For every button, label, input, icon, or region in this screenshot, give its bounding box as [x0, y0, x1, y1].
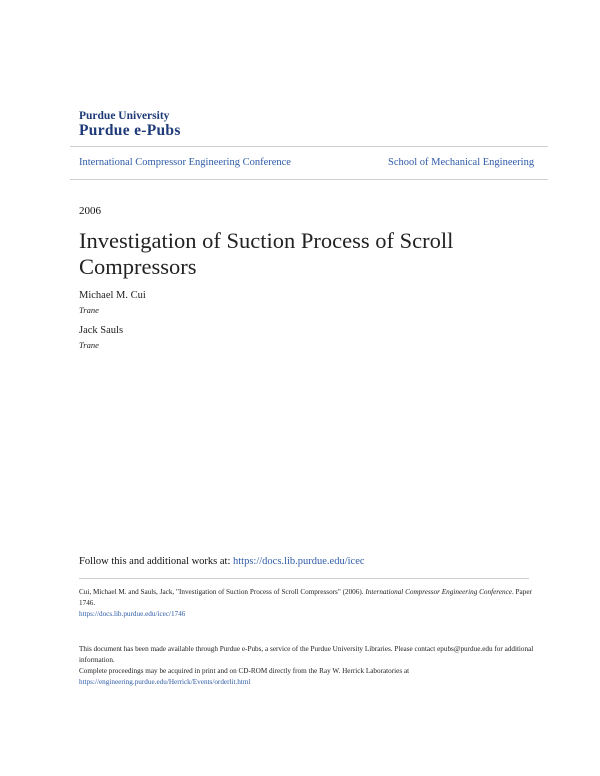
follow-line — [79, 556, 365, 567]
school-link[interactable]: School of Mechanical Engineering — [388, 157, 535, 168]
proceedings-link[interactable]: https://engineering.purdue.edu/Herrick/Events/orderlit.html — [79, 678, 251, 686]
conference-link[interactable]: International Compressor Engineering Conference — [79, 157, 291, 168]
follow-link[interactable]: https://docs.lib.purdue.edu/icec — [233, 556, 365, 567]
author-affiliation: Trane — [79, 305, 99, 315]
proceedings-notice — [79, 666, 534, 688]
availability-notice: This document has been made available through Purdue e-Pubs, a service of the Purdue University Libraries. Please contact epubs@purdue.edu for additional information. — [79, 645, 534, 664]
publication-year: 2006 — [79, 205, 101, 217]
citation-venue: International Compressor Engineering Conference — [365, 588, 512, 596]
proceedings-text: Complete proceedings may be acquired in print and on CD-ROM directly from the Ray W. Herrick Laboratories at — [79, 667, 410, 675]
repository-name[interactable]: Purdue e-Pubs — [79, 122, 181, 139]
citation-link[interactable]: https://docs.lib.purdue.edu/icec/1746 — [79, 610, 186, 618]
notice-block — [79, 644, 534, 688]
header-divider-top — [70, 146, 548, 147]
follow-text: Follow this and additional works at: — [79, 556, 231, 567]
author-name: Jack Sauls — [79, 325, 124, 336]
citation-prefix: Cui, Michael M. and Sauls, Jack, "Investigation of Suction Process of Scroll Compressors" (2006). — [79, 588, 364, 596]
citation-suffix: . Paper 1746. — [79, 588, 532, 607]
header-divider-bottom — [70, 179, 548, 180]
author-name: Michael M. Cui — [79, 290, 146, 301]
university-name: Purdue University — [79, 110, 170, 122]
citation-divider — [79, 578, 529, 579]
author-affiliation: Trane — [79, 340, 99, 350]
page-title: Investigation of Suction Process of Scroll Compressors — [79, 228, 454, 279]
citation-block — [79, 587, 534, 620]
